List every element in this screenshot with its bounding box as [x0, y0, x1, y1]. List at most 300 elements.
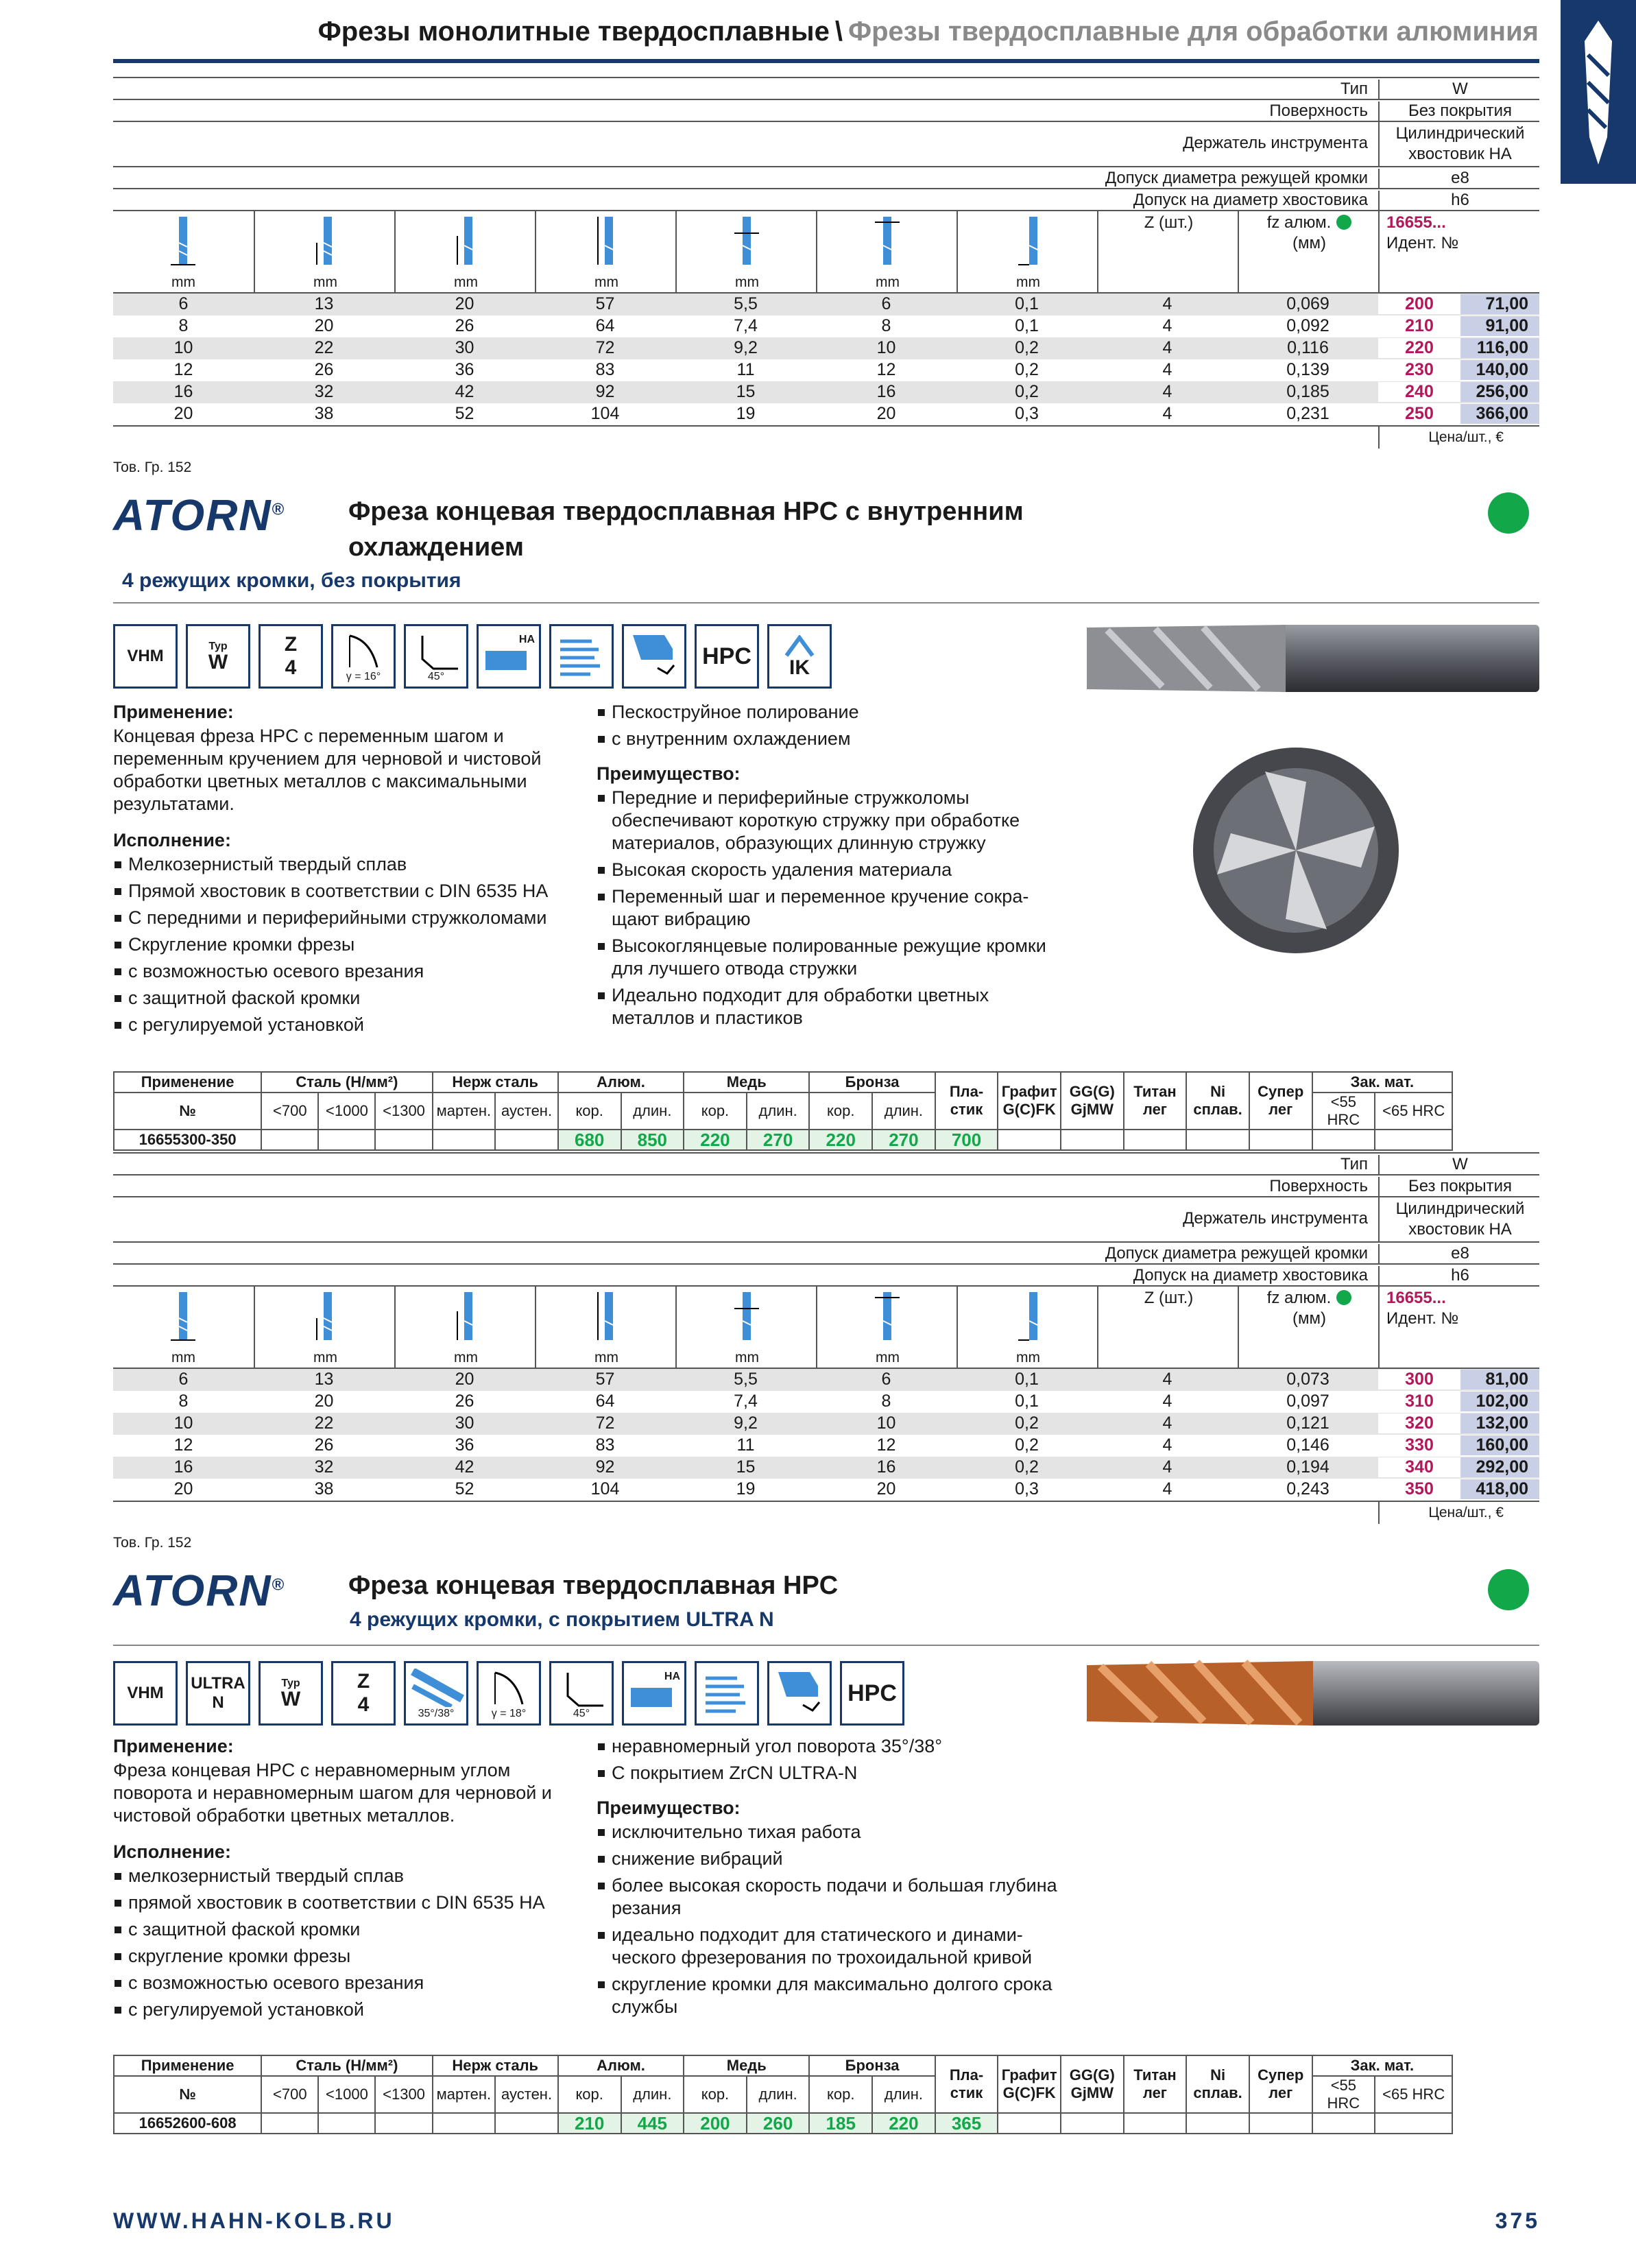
cell-z-count: 4	[1162, 1413, 1172, 1433]
material-dot-icon	[1336, 1290, 1351, 1305]
app-cell	[261, 2113, 318, 2134]
app-cell	[1124, 2113, 1187, 2134]
spec-label-holder: Держатель инструмента	[1183, 134, 1368, 152]
app-sub-h2: <65 HRC	[1375, 2076, 1452, 2113]
list-item: более высокая скорость подачи и большая глубина резания	[597, 1874, 1063, 1920]
app-data-row	[114, 1130, 1539, 1150]
cell-chamfer: 0,2	[1015, 1457, 1039, 1477]
spec-row-holder	[113, 1196, 1539, 1241]
cell-neck-length: 52	[455, 1479, 474, 1499]
ha-label: HA	[664, 1671, 680, 1682]
app-col-gg	[1061, 1072, 1124, 1130]
app-sub-short: кор.	[684, 1093, 747, 1130]
dim-neck-length	[394, 1287, 536, 1368]
cell-cut-length: 26	[314, 1435, 334, 1455]
spec-row-surface	[113, 1174, 1539, 1196]
app-cell	[495, 2113, 558, 2134]
app-col-graphite	[998, 1072, 1061, 1130]
product-subtitle-1: 4 режущих кромки, без покрытия	[122, 569, 461, 592]
app-cell	[1312, 2113, 1375, 2134]
product-subtitle-2: 4 режущих кромки, с покрытием ULTRA N	[350, 1608, 774, 1631]
dim-z	[1097, 1287, 1239, 1368]
app-col-stainless: Нерж сталь	[433, 2055, 558, 2076]
app-cell	[495, 1130, 558, 1150]
list-item: неравномерный угол поворота 35°/38°	[597, 1735, 1063, 1758]
app-col-gg-line2: GjMW	[1070, 1101, 1114, 1118]
cutting-length-icon	[313, 215, 337, 267]
product-title-1	[348, 494, 1024, 565]
header-sub-title: Фрезы твердосплавные для обработки алюминия	[847, 16, 1539, 47]
product1-text-col1	[113, 701, 579, 1049]
list-item: С передними и периферийными стружколомами	[113, 907, 579, 929]
z-teeth-icon	[258, 624, 323, 689]
cell-ident: 220	[1378, 338, 1460, 358]
dim-z	[1097, 211, 1239, 292]
cell-neck-length: 36	[455, 1435, 474, 1455]
app-value: 210	[558, 2113, 621, 2134]
dimension-icons-row	[113, 1285, 1539, 1368]
app-cell	[318, 2113, 375, 2134]
cell-total-length: 64	[595, 1392, 615, 1411]
cell-price: 140,00	[1460, 360, 1539, 380]
data-rows-2	[113, 1368, 1539, 1502]
app-value: 220	[809, 1130, 872, 1150]
cell-price: 160,00	[1460, 1435, 1539, 1455]
app-col-super-line2: лег	[1268, 2084, 1293, 2101]
cell-fz: 0,073	[1286, 1370, 1330, 1389]
app-cell	[1061, 1130, 1124, 1150]
reg-mark: ®	[272, 500, 286, 519]
app-sub-short: кор.	[809, 1093, 872, 1130]
spec-row-type	[113, 77, 1539, 99]
application-table-1	[113, 1071, 1539, 1151]
dim-ident	[1378, 1287, 1541, 1368]
app-col-graphite-line2: G(C)FK	[1002, 1101, 1056, 1118]
price-note-row-2	[113, 1502, 1539, 1524]
list-item: с защитной фаской кромки	[113, 987, 579, 1010]
cell-diameter: 8	[178, 316, 189, 335]
coolant-lines-icon	[549, 624, 614, 689]
product-title-1-line2: охлаждением	[348, 533, 524, 562]
availability-dot-1	[1488, 492, 1529, 534]
cell-total-length: 92	[595, 1457, 615, 1477]
typ-value: W	[280, 1688, 301, 1710]
list-item: с возможностью осевого врезания	[113, 1972, 579, 1994]
cell-diameter: 6	[178, 294, 189, 313]
list-item: идеально подходит для статического и динами-ческого фрезерования по трохоидальной кривой	[597, 1924, 1063, 1969]
cutter-diameter-icon	[171, 215, 195, 267]
coolant-lines-icon	[695, 1661, 759, 1726]
price-note: Цена/шт., €	[1428, 429, 1504, 445]
app-sub-s1: <700	[261, 2076, 318, 2113]
spec-label-cut-tol: Допуск диаметра режущей кромки	[1105, 169, 1368, 187]
atorn-logo-2	[113, 1565, 285, 1616]
cell-shank-dia: 10	[876, 1413, 896, 1433]
app-data-row	[114, 2113, 1539, 2134]
cell-fz: 0,185	[1286, 382, 1330, 401]
spec-row-cut-tol	[113, 1241, 1539, 1263]
hpc-icon: HPC	[695, 624, 759, 689]
cell-cut-length: 13	[314, 294, 334, 313]
app-sub-long: длин.	[872, 1093, 935, 1130]
cell-diameter: 6	[178, 1370, 189, 1389]
rake-angle-label: γ = 18°	[491, 1708, 527, 1719]
shank-diameter-icon	[875, 215, 900, 267]
chamfer-icon	[1015, 215, 1043, 267]
cell-price: 81,00	[1460, 1370, 1539, 1389]
advantages-list	[597, 787, 1063, 1029]
dim-total-length	[535, 211, 677, 292]
cell-neck-length: 52	[455, 404, 474, 423]
cell-shank-dia: 12	[876, 360, 896, 379]
header-separator: \	[834, 16, 843, 47]
list-item: Идеально подходит для обработки цветных металлов и пластиков	[597, 984, 1063, 1029]
app-col-plastic-line2: стик	[950, 1101, 983, 1118]
reg-mark: ®	[272, 1575, 286, 1595]
application-heading: Применение:	[113, 1736, 234, 1756]
app-col-alu: Алюм.	[558, 1072, 684, 1093]
execution-heading: Исполнение:	[113, 830, 231, 850]
product-rule-1	[113, 602, 1539, 604]
app-sub-short: кор.	[809, 2076, 872, 2113]
app-col-graphite-line1: Графит	[1001, 1083, 1057, 1100]
z-label-icon: Z	[357, 1670, 370, 1693]
cell-chamfer: 0,1	[1015, 316, 1039, 335]
chamfer-angle-icon	[549, 1661, 614, 1726]
spec-value-type: W	[1378, 1155, 1541, 1175]
spec-label-surface: Поверхность	[1269, 102, 1368, 120]
list-item: Скругление кромки фрезы	[113, 933, 579, 956]
fz-label-line1: fz алюм.	[1266, 213, 1332, 232]
cell-diameter: 16	[173, 382, 193, 401]
app-value: 220	[684, 1130, 747, 1150]
dimension-icons-row	[113, 210, 1539, 292]
app-cell	[375, 1130, 432, 1150]
cell-diameter: 12	[173, 360, 193, 379]
app-col-copper: Медь	[684, 2055, 809, 2076]
cell-shank-dia: 6	[881, 1370, 891, 1389]
list-item: с внутренним охлаждением	[597, 728, 1063, 750]
price-note: Цена/шт., €	[1428, 1505, 1504, 1520]
app-cell	[433, 2113, 496, 2134]
z-label-icon: Z	[284, 633, 298, 656]
product-image-cutter-end-1	[1190, 744, 1402, 957]
neck-length-icon	[453, 215, 478, 267]
cell-shank-dia: 16	[876, 1457, 896, 1477]
unit-mm: mm	[454, 274, 478, 290]
spec-value-holder	[1378, 1197, 1541, 1243]
product-title-1-line1: Фреза концевая твердосплавная HPC с внутренним	[348, 497, 1024, 526]
cell-diameter: 20	[173, 404, 193, 423]
app-cell	[375, 2113, 432, 2134]
list-item: Высокая скорость удаления материала	[597, 859, 1063, 881]
list-item: снижение вибраций	[597, 1848, 1063, 1870]
execution-list	[113, 853, 579, 1036]
fz-label-line2: (мм)	[1292, 1309, 1326, 1328]
feature-list	[597, 701, 1063, 750]
spec-value-holder-line2: хвостовик HA	[1408, 1220, 1512, 1239]
app-col-gg-line1: GG(G)	[1069, 2066, 1115, 2084]
availability-dot-2	[1488, 1569, 1529, 1610]
cell-neck-length: 42	[455, 1457, 474, 1477]
unit-mm: mm	[1016, 274, 1040, 290]
table-row	[113, 1479, 1539, 1501]
app-sub-long: длин.	[621, 2076, 684, 2113]
app-cell	[318, 1130, 375, 1150]
cell-cut-length: 26	[314, 360, 334, 379]
cell-shank-dia: 8	[881, 316, 891, 335]
app-col-copper: Медь	[684, 1072, 809, 1093]
spec-row-cut-tol	[113, 166, 1539, 188]
product-group-2: Тов. Гр. 152	[113, 1535, 192, 1551]
table-row	[113, 1413, 1539, 1435]
cell-chamfer: 0,1	[1015, 294, 1039, 313]
app-col-super	[1249, 1072, 1312, 1130]
app-col-graphite-line2: G(C)FK	[1002, 2084, 1056, 2101]
table-row	[113, 1457, 1539, 1479]
list-item: прямой хвостовик в соответствии с DIN 6535 HA	[113, 1891, 579, 1914]
product-image-cutter-1	[1080, 621, 1539, 696]
cell-neck-length: 20	[455, 1370, 474, 1389]
list-item: Мелкозернистый твердый сплав	[113, 853, 579, 876]
spec-label-surface: Поверхность	[1269, 1177, 1368, 1195]
app-col-ni	[1186, 2055, 1249, 2113]
app-value: 220	[872, 2113, 935, 2134]
cell-fz: 0,069	[1286, 294, 1330, 313]
chamfer-icon	[1015, 1291, 1043, 1343]
spec-value-holder	[1378, 122, 1541, 167]
rake-angle-icon	[477, 1661, 541, 1726]
cell-ident: 200	[1378, 294, 1460, 314]
spec-row-holder	[113, 121, 1539, 166]
app-sub-aust: аустен.	[495, 1093, 558, 1130]
ultra-label: ULTRA	[191, 1674, 245, 1693]
unit-mm: mm	[876, 1350, 900, 1365]
application-heading: Применение:	[113, 702, 234, 722]
helix-angle-label: 35°/38°	[418, 1708, 455, 1719]
fz-label	[1239, 213, 1380, 254]
product2-text-col2	[597, 1735, 1063, 2031]
cell-shank-dia: 10	[876, 338, 896, 357]
list-item: Пескоструйное полирование	[597, 701, 1063, 724]
neck-length-icon	[453, 1291, 478, 1343]
cell-price: 418,00	[1460, 1479, 1539, 1499]
footer-website-link[interactable]: WWW.HAHN-KOLB.RU	[113, 2208, 395, 2233]
app-cell	[1186, 1130, 1249, 1150]
z-teeth-icon	[331, 1661, 396, 1726]
cell-neck-dia: 5,5	[734, 294, 758, 313]
ident-text: Идент. №	[1386, 234, 1459, 252]
shank-diameter-icon	[875, 1291, 900, 1343]
shank-ha-icon	[477, 624, 541, 689]
app-col-ni-line2: сплав.	[1193, 2084, 1242, 2101]
cell-z-count: 4	[1162, 1435, 1172, 1455]
app-cell	[433, 1130, 496, 1150]
cell-diameter: 20	[173, 1479, 193, 1499]
cell-total-length: 92	[595, 382, 615, 401]
table-row	[113, 1369, 1539, 1391]
cell-neck-length: 26	[455, 1392, 474, 1411]
app-cell	[1249, 1130, 1312, 1150]
app-col-bronze: Бронза	[809, 2055, 935, 2076]
price-note-row-1	[113, 427, 1539, 449]
spec-value-holder-line1: Цилиндрический	[1395, 124, 1525, 143]
table-row	[113, 315, 1539, 337]
cell-neck-dia: 7,4	[734, 316, 758, 335]
app-sub-s3: <1300	[375, 2076, 432, 2113]
z-count-icon: 4	[357, 1693, 370, 1716]
cell-shank-dia: 8	[881, 1392, 891, 1411]
cell-chamfer: 0,2	[1015, 360, 1039, 379]
app-col-plastic-line1: Пла-	[949, 1083, 984, 1100]
application-text: Концевая фреза HPC с переменным шагом и переменным кручением для черновой и чистовой обработки цветных металлов с максимальными результатами.	[113, 726, 542, 814]
spec-table-2	[113, 1152, 1539, 1524]
app-sub-long: длин.	[621, 1093, 684, 1130]
app-cell	[998, 2113, 1061, 2134]
cell-z-count: 4	[1162, 1457, 1172, 1477]
cell-price: 256,00	[1460, 382, 1539, 402]
app-col-super-line2: лег	[1268, 1101, 1293, 1118]
cell-price: 116,00	[1460, 338, 1539, 358]
list-item: мелкозернистый твердый сплав	[113, 1865, 579, 1887]
cell-cut-length: 38	[314, 1479, 334, 1499]
unit-mm: mm	[171, 1350, 195, 1365]
spec-row-shank-tol	[113, 1263, 1539, 1285]
app-col-titan-line1: Титан	[1133, 2066, 1177, 2084]
chamfer-angle-icon	[404, 624, 468, 689]
cell-shank-dia: 12	[876, 1435, 896, 1455]
cell-diameter: 10	[173, 338, 193, 357]
axial-plunge-icon	[767, 1661, 832, 1726]
table-row	[113, 337, 1539, 359]
cell-fz: 0,097	[1286, 1392, 1330, 1411]
table-row	[113, 1391, 1539, 1413]
data-rows-1	[113, 292, 1539, 427]
cell-z-count: 4	[1162, 404, 1172, 423]
product-group-1: Тов. Гр. 152	[113, 459, 192, 475]
spec-value-surface: Без покрытия	[1378, 102, 1541, 122]
cell-cut-length: 20	[314, 1392, 334, 1411]
dim-shank-diameter	[816, 1287, 958, 1368]
app-col-steel: Сталь (Н/мм²)	[261, 2055, 432, 2076]
spec-label-holder: Держатель инструмента	[1183, 1209, 1368, 1228]
shank-ha-icon	[622, 1661, 686, 1726]
list-item: скругление кромки для максимально долгого срока службы	[597, 1973, 1063, 2018]
app-col-super	[1249, 2055, 1312, 2113]
app-col-super-line1: Супер	[1258, 1083, 1304, 1100]
app-value: 200	[684, 2113, 747, 2134]
dim-chamfer	[957, 211, 1098, 292]
spec-row-surface	[113, 99, 1539, 121]
spec-value-cut-tol: e8	[1378, 1244, 1541, 1265]
app-col-super-line1: Супер	[1258, 2066, 1304, 2084]
dim-neck-diameter	[675, 211, 817, 292]
total-length-icon	[594, 1291, 618, 1343]
cell-z-count: 4	[1162, 1392, 1172, 1411]
app-col-application: Применение	[114, 1072, 261, 1093]
app-col-bronze: Бронза	[809, 1072, 935, 1093]
cell-z-count: 4	[1162, 294, 1172, 313]
cell-z-count: 4	[1162, 382, 1172, 401]
ident-prefix: 16655...	[1386, 213, 1446, 232]
app-cell	[1186, 2113, 1249, 2134]
cell-chamfer: 0,2	[1015, 382, 1039, 401]
cell-shank-dia: 20	[876, 404, 896, 423]
app-cell	[1124, 1130, 1187, 1150]
app-cell	[1061, 2113, 1124, 2134]
app-value: 260	[747, 2113, 810, 2134]
cell-chamfer: 0,2	[1015, 1413, 1039, 1433]
table-row	[113, 1435, 1539, 1457]
app-sub-s3: <1300	[375, 1093, 432, 1130]
cell-neck-length: 30	[455, 1413, 474, 1433]
cell-neck-dia: 11	[736, 1435, 755, 1455]
cell-fz: 0,194	[1286, 1457, 1330, 1477]
header-main-title: Фрезы монолитные твердосплавные	[317, 16, 830, 47]
cell-cut-length: 20	[314, 316, 334, 335]
app-col-ni	[1186, 1072, 1249, 1130]
app-cell	[1312, 1130, 1375, 1150]
cell-total-length: 104	[590, 404, 620, 423]
list-item: С покрытием ZrCN ULTRA-N	[597, 1762, 1063, 1784]
dim-neck-length	[394, 211, 536, 292]
spec-label-shank-tol: Допуск на диаметр хвостовика	[1133, 191, 1368, 209]
cell-ident: 250	[1378, 404, 1460, 424]
cell-ident: 210	[1378, 316, 1460, 336]
vhm-icon: VHM	[113, 1661, 178, 1726]
app-sub-short: кор.	[684, 2076, 747, 2113]
cell-chamfer: 0,1	[1015, 1392, 1039, 1411]
page-header-title	[318, 16, 1539, 47]
cell-total-length: 83	[595, 1435, 615, 1455]
app-sub-aust: аустен.	[495, 2076, 558, 2113]
spec-label-cut-tol: Допуск диаметра режущей кромки	[1105, 1244, 1368, 1263]
unit-mm: mm	[594, 274, 618, 290]
cell-neck-dia: 5,5	[734, 1370, 758, 1389]
neck-diameter-icon	[734, 1291, 759, 1343]
application-table-2	[113, 2055, 1539, 2134]
cell-price: 102,00	[1460, 1392, 1539, 1411]
cell-diameter: 8	[178, 1392, 189, 1411]
spec-value-cut-tol: e8	[1378, 169, 1541, 189]
ultra-n-label: N	[212, 1693, 224, 1712]
section-side-tab[interactable]	[1561, 0, 1636, 184]
app-sub-s1: <700	[261, 1093, 318, 1130]
dim-fz	[1238, 211, 1380, 292]
cell-fz: 0,231	[1286, 404, 1330, 423]
app-col-titan	[1124, 1072, 1187, 1130]
cell-cut-length: 13	[314, 1370, 334, 1389]
execution-list	[113, 1865, 579, 2021]
app-value: 700	[935, 1130, 998, 1150]
product-rule-2	[113, 1645, 1539, 1646]
advantages-heading: Преимущество:	[597, 1798, 741, 1818]
ident-label	[1386, 213, 1458, 254]
cell-total-length: 57	[595, 294, 615, 313]
fz-label-line1: fz алюм.	[1266, 1289, 1332, 1307]
neck-diameter-icon	[734, 215, 759, 267]
cell-total-length: 104	[590, 1479, 620, 1499]
feature-list	[597, 1735, 1063, 1784]
dim-ident	[1378, 211, 1541, 292]
cell-neck-dia: 7,4	[734, 1392, 758, 1411]
cell-shank-dia: 16	[876, 382, 896, 401]
app-value: 365	[935, 2113, 998, 2134]
atorn-logo-text: ATORN	[113, 490, 272, 540]
app-col-titan	[1124, 2055, 1187, 2113]
cell-cut-length: 22	[314, 1413, 334, 1433]
typ-label: Typ	[281, 1678, 300, 1689]
